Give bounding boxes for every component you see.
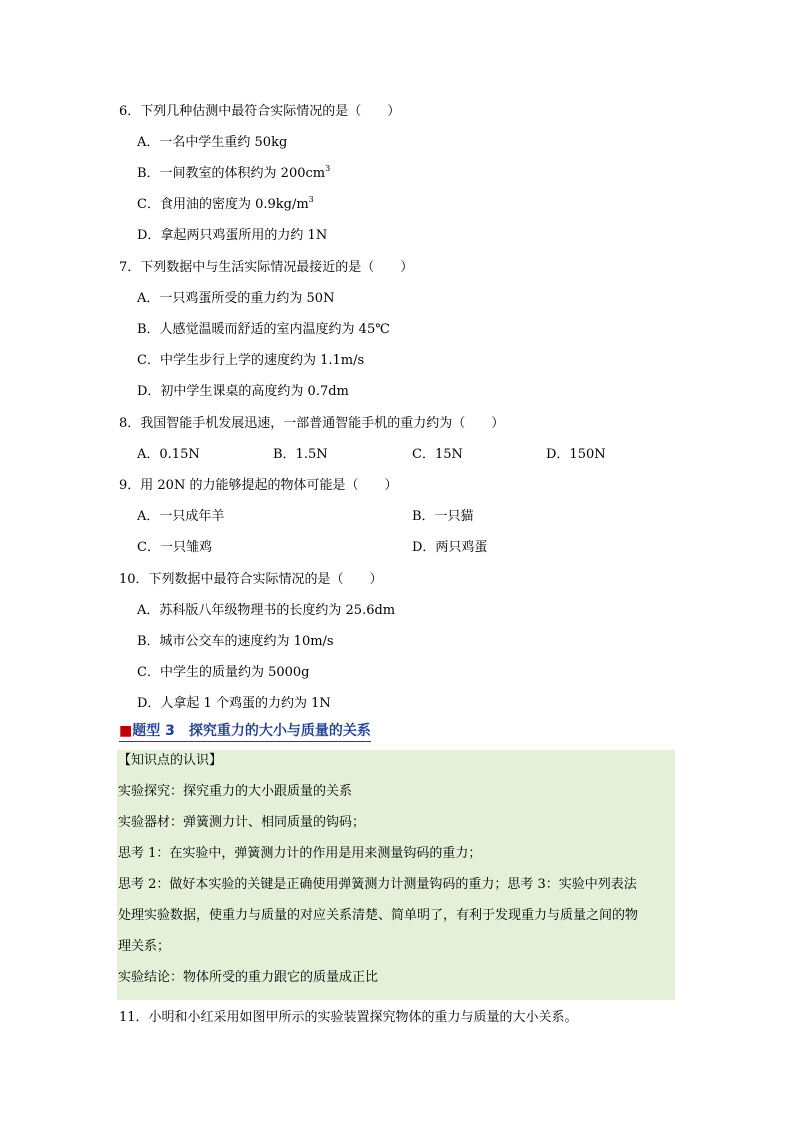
question-6-option-c-text: C．食用油的密度为 0.9kg/m bbox=[137, 197, 309, 212]
question-9-option-d: D．两只鸡蛋 bbox=[412, 540, 488, 555]
question-6-option-b-text: B．一间教室的体积约为 200cm bbox=[137, 166, 326, 181]
question-8-option-c: C．15N bbox=[412, 447, 463, 462]
knowledge-box bbox=[117, 750, 675, 1000]
question-9-stem: 9．用 20N 的力能够提起的物体可能是（ ） bbox=[119, 478, 398, 493]
knowledge-line: 理关系； bbox=[118, 939, 171, 954]
superscript: 3 bbox=[308, 195, 314, 204]
question-7-option-a: A．一只鸡蛋所受的重力约为 50N bbox=[137, 291, 335, 306]
knowledge-line: 思考 1：在实验中，弹簧测力计的作用是用来测量钩码的重力； bbox=[118, 846, 482, 861]
question-7-option-b: B．人感觉温暖而舒适的室内温度约为 45℃ bbox=[137, 322, 390, 337]
question-10-option-c: C．中学生的质量约为 5000g bbox=[137, 665, 310, 680]
question-6-option-a: A．一名中学生重约 50kg bbox=[137, 135, 288, 150]
question-6-option-b bbox=[137, 166, 330, 182]
section-marker-icon: ■ bbox=[119, 723, 133, 739]
section-heading bbox=[119, 722, 371, 742]
question-9-option-a: A．一只成年羊 bbox=[137, 509, 225, 524]
question-7-stem: 7．下列数据中与生活实际情况最接近的是（ ） bbox=[119, 260, 414, 275]
question-6-stem: 6．下列几种估测中最符合实际情况的是（ ） bbox=[119, 104, 401, 119]
question-10-stem: 10．下列数据中最符合实际情况的是（ ） bbox=[119, 572, 383, 587]
superscript: 3 bbox=[325, 164, 331, 173]
question-6-option-c bbox=[137, 197, 314, 213]
question-8-stem: 8．我国智能手机发展迅速，一部普通智能手机的重力约为（ ） bbox=[119, 416, 505, 431]
question-10-option-b: B．城市公交车的速度约为 10m/s bbox=[137, 634, 334, 649]
question-7-option-c: C．中学生步行上学的速度约为 1.1m/s bbox=[137, 353, 365, 368]
knowledge-line: 实验探究：探究重力的大小跟质量的关系 bbox=[118, 784, 353, 799]
question-9-option-b: B．一只猫 bbox=[412, 509, 474, 524]
knowledge-line: 实验器材：弹簧测力计、相同质量的钩码； bbox=[118, 815, 366, 830]
knowledge-line: 【知识点的认识】 bbox=[118, 753, 223, 768]
question-7-option-d: D．初中学生课桌的高度约为 0.7dm bbox=[137, 384, 349, 399]
question-8-option-a: A．0.15N bbox=[137, 447, 200, 462]
knowledge-line: 处理实验数据，使重力与质量的对应关系清楚、简单明了，有利于发现重力与质量之间的物 bbox=[118, 908, 639, 923]
question-10-option-d: D．人拿起 1 个鸡蛋的力约为 1N bbox=[137, 696, 331, 711]
question-10-option-a: A．苏科版八年级物理书的长度约为 25.6dm bbox=[137, 603, 396, 618]
question-9-option-c: C．一只雏鸡 bbox=[137, 540, 212, 555]
question-11-stem: 11．小明和小红采用如图甲所示的实验装置探究物体的重力与质量的大小关系。 bbox=[119, 1010, 578, 1025]
knowledge-line: 思考 2：做好本实验的关键是正确使用弹簧测力计测量钩码的重力；思考 3：实验中列表法 bbox=[118, 877, 637, 892]
question-8-option-d: D．150N bbox=[546, 447, 606, 462]
question-8-option-b: B．1.5N bbox=[273, 447, 328, 462]
knowledge-line: 实验结论：物体所受的重力跟它的质量成正比 bbox=[118, 970, 379, 985]
section-title: 题型 3 探究重力的大小与质量的关系 bbox=[132, 723, 371, 739]
question-6-option-d: D．拿起两只鸡蛋所用的力约 1N bbox=[137, 228, 328, 243]
